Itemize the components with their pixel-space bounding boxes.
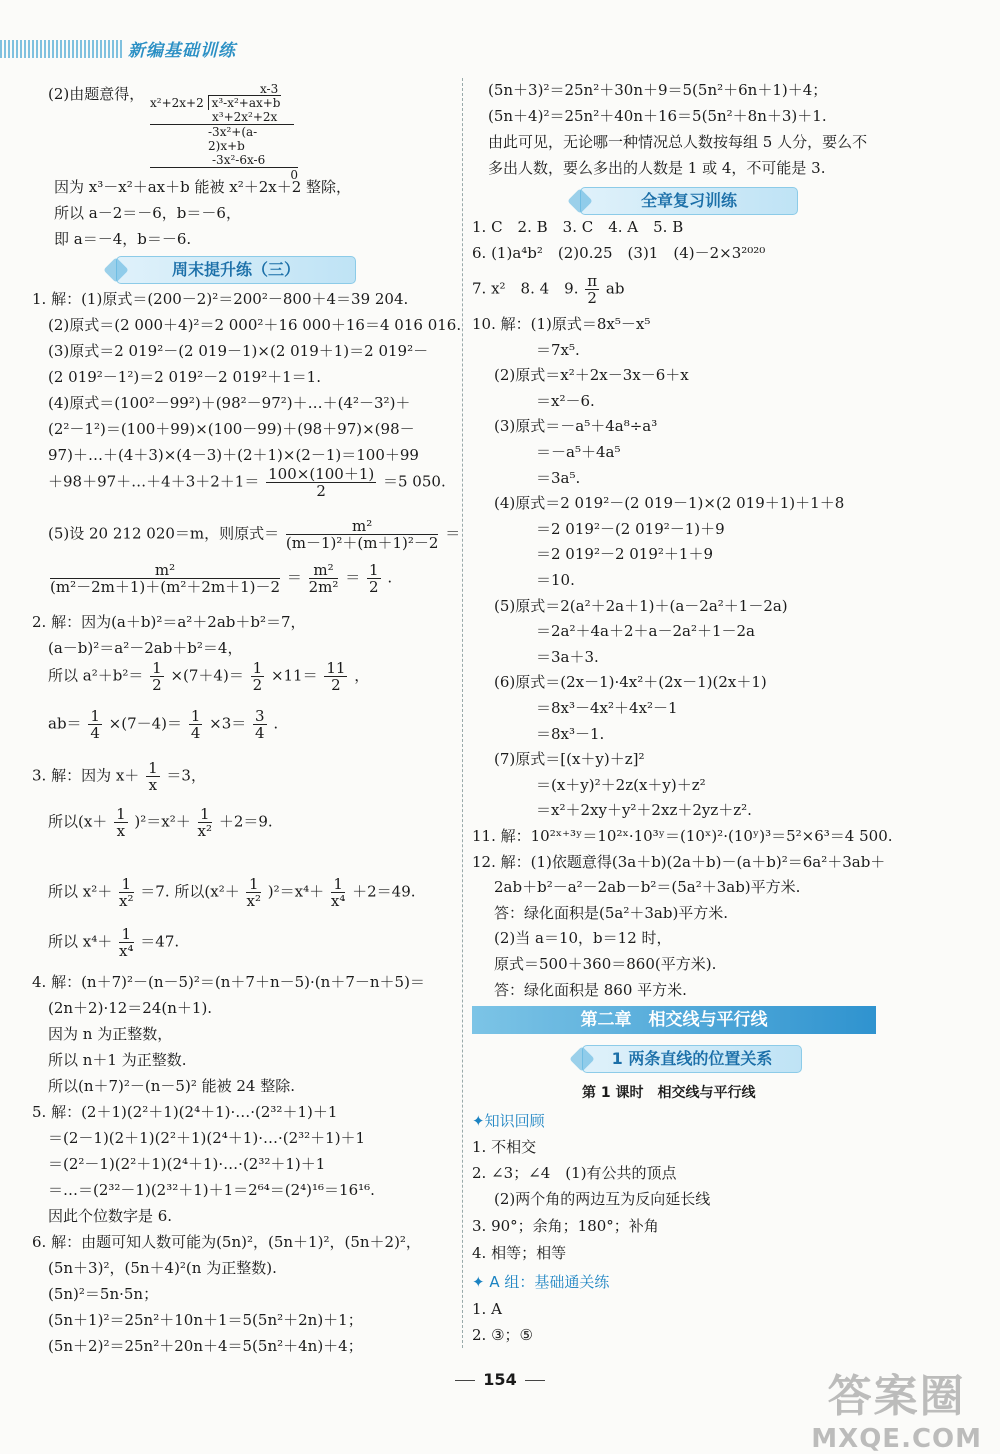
fraction-numerator: 1 <box>119 926 133 943</box>
fraction-denominator: 2 <box>369 578 379 596</box>
fraction-denominator: 2 <box>152 676 162 694</box>
answer-line: 所以 n＋1 为正整数. <box>48 1051 187 1069</box>
text-span: ＝47. <box>140 932 180 951</box>
answer-line: 4. 解：(n＋7)²－(n－5)²＝(n＋7＋n－5)·(n＋7－n＋5)＝ <box>32 973 425 991</box>
fraction-denominator: 2 <box>252 676 263 694</box>
answer-line <box>472 273 624 306</box>
answer-line: (3)原式＝2 019²－(2 019－1)×(2 019＋1)＝2 019²－ <box>48 342 429 360</box>
answer-line: 11. 解：10²ˣ⁺³ʸ＝10²ˣ·10³ʸ＝(10ˣ)²·(10ʸ)³＝5²×6³＝4 500. <box>472 827 893 845</box>
division-quotient: x-3 <box>260 82 279 96</box>
fraction <box>119 876 133 909</box>
answer-line: ＝(2－1)(2＋1)(2²＋1)(2⁴＋1)·…·(2³²＋1)＋1 <box>48 1129 366 1147</box>
answer-line <box>32 806 273 839</box>
fraction-denominator: 2 <box>331 676 341 694</box>
fraction <box>246 876 260 909</box>
text-span: 所以 a²＋b²＝ <box>48 666 144 685</box>
fraction-numerator: 11 <box>326 659 346 677</box>
answer-line: ＝3a⁵. <box>536 469 581 487</box>
text-span: ＝7. 所以(x²＋ <box>140 882 240 901</box>
text-span: )²＝x²＋ <box>134 812 191 831</box>
answer-line: ＝2 019²－(2 019²－1)＋9 <box>536 520 725 538</box>
fraction-numerator: π <box>587 272 598 290</box>
fraction <box>189 708 203 741</box>
column-divider <box>462 78 463 1348</box>
text-span: ab <box>605 279 625 298</box>
fraction-numerator: 1 <box>90 707 100 725</box>
answer-line: 因此个位数字是 6. <box>48 1207 173 1225</box>
text-span: )²＝x⁴＋ <box>267 882 325 901</box>
answer-line: 1. 解：(1)原式＝(200－2)²＝200²－800＋4＝39 204. <box>32 290 409 308</box>
text-span: 7. x² 8. 4 9. <box>472 279 584 298</box>
answer-line: 2. ∠3；∠4 (1)有公共的顶点 <box>472 1164 677 1182</box>
fraction-numerator: 1 <box>116 805 126 823</box>
text-span: (5)设 20 212 020＝m，则原式＝ <box>48 524 280 543</box>
watermark-url: MXQE.COM <box>811 1424 982 1454</box>
answer-line: 6. 解：由题可知人数可能为(5n)²，(5n＋1)²，(5n＋2)²， <box>32 1233 421 1251</box>
answer-line: (3)原式＝－a⁵＋4a⁸÷a³ <box>494 417 658 435</box>
answer-line: ＝2a²＋4a＋2＋a－2a²＋1－2a <box>536 622 756 640</box>
answer-line: 3. 90°；余角；180°；补角 <box>472 1217 659 1235</box>
fraction-numerator: 1 <box>119 876 133 893</box>
header-stripe-decoration <box>0 40 122 58</box>
fraction-numerator: 1 <box>148 759 158 777</box>
answer-line: (7)原式＝[(x＋y)＋z]² <box>494 750 645 768</box>
fraction <box>253 708 267 741</box>
section-heading-group-a: ✦ A 组：基础通关练 <box>472 1273 610 1291</box>
fraction-denominator: (m²－2m＋1)＋(m²＋2m＋1)－2 <box>50 578 281 596</box>
fraction-numerator: 1 <box>369 561 379 579</box>
answer-line: 因为 n 为正整数， <box>48 1025 173 1043</box>
fraction-numerator: m² <box>309 562 339 579</box>
text-line: 所以 a－2＝－6，b＝－6， <box>54 204 241 222</box>
answer-line <box>32 660 369 693</box>
text-span: ＝3， <box>166 766 206 785</box>
answer-line: (5)原式＝2(a²＋2a＋1)＋(a－2a²＋1－2a) <box>494 597 788 615</box>
answer-line: 2. 解：因为(a＋b)²＝a²＋2ab＋b²＝7， <box>32 613 306 631</box>
fraction-denominator: 2 <box>587 289 597 307</box>
text-span: ab＝ <box>48 714 82 733</box>
answer-line <box>32 562 392 595</box>
answer-line: 97)＋…＋(4＋3)×(4－3)＋(2＋1)×(2－1)＝100＋99 <box>48 446 419 464</box>
page-header <box>0 36 240 60</box>
fraction-denominator: 4 <box>255 724 265 742</box>
fraction-denominator: 4 <box>90 724 100 742</box>
text-span: ＝5 050. <box>383 472 446 491</box>
answer-line: 由此可见，无论哪一种情况总人数按每组 5 人分，要么不 <box>488 133 868 151</box>
fraction <box>585 273 599 306</box>
answer-line: ＝x²－6. <box>536 392 595 410</box>
fraction-numerator: m² <box>286 518 439 535</box>
answer-line: (2 019²－1²)＝2 019²－2 019²＋1＝1. <box>48 368 321 386</box>
answer-line: 1. 不相交 <box>472 1138 537 1156</box>
fraction-denominator: (m－1)²＋(m＋1)²－2 <box>285 534 439 552</box>
answer-line: ＝8x³－4x²＋4x²－1 <box>536 699 678 717</box>
fraction <box>331 876 345 909</box>
answer-line: (4)原式＝2 019²－(2 019－1)×(2 019＋1)＋1＋8 <box>494 494 845 512</box>
text-line: 因为 x³－x²＋ax＋b 能被 x²＋2x＋2 整除， <box>54 178 352 196</box>
fraction <box>114 806 128 839</box>
long-division <box>150 82 298 182</box>
division-step: x³+2x²+2x <box>212 110 278 124</box>
text-span: ＋2＝9. <box>218 812 273 831</box>
text-span: ＋2＝49. <box>352 882 416 901</box>
page-number: 154 <box>0 1370 1000 1389</box>
answer-line: (5n)²＝5n·5n； <box>48 1285 159 1303</box>
text-span: ＝ <box>286 568 302 587</box>
text-span: ＋98＋97＋…＋4＋3＋2＋1＝ <box>48 472 260 491</box>
answer-line: ＝7x⁵. <box>536 341 580 359</box>
chapter-title-bar: 第二章 相交线与平行线 <box>472 1006 876 1034</box>
division-remainder: 0 <box>150 167 298 182</box>
fraction-numerator: 1 <box>246 876 260 893</box>
answer-line: 10. 解：(1)原式＝8x⁵－x⁵ <box>472 315 651 333</box>
fraction <box>367 562 381 595</box>
watermark-logo <box>811 1360 982 1454</box>
fraction-numerator: 100×(100＋1) <box>268 465 375 483</box>
fraction <box>286 518 439 551</box>
section-heading-review: ✦知识回顾 <box>472 1112 545 1130</box>
fraction-numerator: 1 <box>152 659 162 677</box>
fraction <box>50 562 280 595</box>
watermark-text: 答案圈 <box>827 1371 966 1422</box>
text-span: ＝ <box>345 568 361 587</box>
answer-line: ＝x²＋2xy＋y²＋2xz＋2yz＋z². <box>536 801 752 819</box>
answer-line <box>32 708 278 741</box>
answer-line: ＝(x＋y)²＋2z(x＋y)＋z² <box>536 776 706 794</box>
answer-line: 12. 解：(1)依题意得(3a＋b)(2a＋b)－(a＋b)²＝6a²＋3ab＋ <box>472 853 886 871</box>
book-title: 新编基础训练 <box>128 41 236 61</box>
text-span: . <box>387 568 393 587</box>
answer-line: ＝10. <box>536 571 575 589</box>
fraction-denominator: x⁴ <box>119 942 134 960</box>
answer-line: 2ab＋b²－a²－2ab－b²＝(5a²＋3ab)平方米. <box>494 878 801 896</box>
text-span: ×(7＋4)＝ <box>170 666 244 685</box>
answer-line: 6. (1)a⁴b² (2)0.25 (3)1 (4)－2×3²⁰²⁰ <box>472 244 766 262</box>
fraction-numerator: m² <box>50 562 280 579</box>
fraction-numerator: 1 <box>190 707 201 725</box>
answer-line: (2)两个角的两边互为反向延长线 <box>494 1190 711 1208</box>
answer-line: (2)原式＝(2 000＋4)²＝2 000²＋16 000＋16＝4 016 016. <box>48 316 462 334</box>
section-banner-lesson: 1 两条直线的位置关系 <box>582 1045 802 1073</box>
section-banner-review: 全章复习训练 <box>580 187 798 215</box>
division-step: -3x²+(a-2)x+b <box>150 124 294 153</box>
fraction-numerator: 1 <box>198 806 212 823</box>
text-span: ×11＝ <box>270 666 318 685</box>
answer-line: (5n＋3)²，(5n＋4)²(n 为正整数). <box>48 1259 277 1277</box>
fraction <box>88 708 102 741</box>
fraction <box>150 660 164 693</box>
answer-line: (5n＋2)²＝25n²＋20n＋4＝5(5n²＋4n)＋4； <box>48 1337 363 1355</box>
answer-line: 1. A <box>472 1300 502 1318</box>
fraction-denominator: x² <box>197 822 213 840</box>
answer-line: (5n＋3)²＝25n²＋30n＋9＝5(5n²＋6n＋1)＋4； <box>488 81 828 99</box>
answer-line <box>32 926 179 959</box>
answer-line: 答：绿化面积是(5a²＋3ab)平方米. <box>494 904 729 922</box>
fraction-denominator: x <box>116 822 126 840</box>
division-dividend: x³-x²+ax+b <box>208 95 281 110</box>
answer-line: 多出人数，要么多出的人数是 1 或 4，不可能是 3. <box>488 159 826 177</box>
division-row <box>150 96 298 110</box>
fraction-denominator: x <box>148 776 158 794</box>
answer-line: 原式＝500＋360＝860(平方米). <box>494 955 717 973</box>
answer-line: ＝2 019²－2 019²＋1＋9 <box>536 545 713 563</box>
fraction <box>198 806 212 839</box>
section-banner-weekly: 周末提升练（三） <box>116 256 356 284</box>
text-span: ， <box>354 666 370 685</box>
text-span: 所以 x²＋ <box>48 882 113 901</box>
answer-line: 4. 相等；相等 <box>472 1244 567 1262</box>
answer-line <box>32 760 206 793</box>
answer-line: ＝…＝(2³²－1)(2³²＋1)＋1＝2⁶⁴＝(2⁴)¹⁶＝16¹⁶. <box>48 1181 375 1199</box>
answer-line: 1. C 2. B 3. C 4. A 5. B <box>472 218 684 236</box>
answer-line: ＝(2²－1)(2²＋1)(2⁴＋1)·…·(2³²＋1)＋1 <box>48 1155 326 1173</box>
text-span: 所以(x＋ <box>48 812 108 831</box>
text-span: ×(7－4)＝ <box>108 714 183 733</box>
answer-line: ＝3a＋3. <box>536 648 599 666</box>
text-span: . <box>273 714 279 733</box>
fraction-denominator: 2 <box>316 482 326 500</box>
answer-line: (5n＋1)²＝25n²＋10n＋1＝5(5n²＋2n)＋1； <box>48 1311 363 1329</box>
answer-line: (4)原式＝(100²－99²)＋(98²－97²)＋…＋(4²－3²)＋ <box>48 394 411 412</box>
fraction <box>324 660 347 693</box>
fraction <box>309 562 339 595</box>
answer-line: ＝－a⁵＋4a⁵ <box>536 443 621 461</box>
answer-line: (2)原式＝x²＋2x－3x－6＋x <box>494 366 689 384</box>
fraction-numerator: 1 <box>331 876 345 893</box>
fraction-numerator: 3 <box>255 707 265 725</box>
answer-line <box>32 466 446 499</box>
answer-line <box>32 518 460 551</box>
answer-line: (2²－1²)＝(100＋99)×(100－99)＋(98＋97)×(98－ <box>48 420 415 438</box>
division-step: -3x²-6x-6 <box>212 153 266 167</box>
fraction-numerator: 1 <box>252 659 263 677</box>
answer-line: (6)原式＝(2x－1)·4x²＋(2x－1)(2x＋1) <box>494 673 767 691</box>
answer-line: 2. ③；⑤ <box>472 1326 533 1344</box>
fraction <box>119 926 133 959</box>
answer-line: (a－b)²＝a²－2ab＋b²＝4， <box>48 639 243 657</box>
answer-line: 答：绿化面积是 860 平方米. <box>494 981 687 999</box>
text-span: ×3＝ <box>209 714 247 733</box>
division-divisor: x²+2x+2 <box>150 96 204 110</box>
fraction-denominator: 4 <box>190 724 201 742</box>
text-line: (2)由题意得， <box>48 85 145 103</box>
answer-line: (5n＋4)²＝25n²＋40n＋16＝5(5n²＋8n＋3)＋1. <box>488 107 827 125</box>
text-span: 3. 解：因为 x＋ <box>32 766 140 785</box>
fraction <box>146 760 160 793</box>
fraction-denominator: x² <box>119 892 134 910</box>
fraction <box>266 466 376 499</box>
lesson-title: 第 1 课时 相交线与平行线 <box>582 1085 756 1101</box>
fraction-denominator: x⁴ <box>330 892 346 910</box>
fraction <box>251 660 265 693</box>
fraction-denominator: 2m² <box>308 578 339 596</box>
answer-line: (2)当 a＝10，b＝12 时， <box>494 929 672 947</box>
answer-line <box>32 876 416 909</box>
fraction-denominator: x² <box>246 892 261 910</box>
answer-line: 5. 解：(2＋1)(2²＋1)(2⁴＋1)·…·(2³²＋1)＋1 <box>32 1103 338 1121</box>
text-span: 所以 x⁴＋ <box>48 932 113 951</box>
answer-line: (2n＋2)·12＝24(n＋1). <box>48 999 213 1017</box>
answer-line: 所以(n＋7)²－(n－5)² 能被 24 整除. <box>48 1077 296 1095</box>
text-line: 即 a＝－4，b＝－6. <box>54 230 192 248</box>
answer-line: ＝8x³－1. <box>536 725 605 743</box>
text-span: ＝ <box>445 524 461 543</box>
